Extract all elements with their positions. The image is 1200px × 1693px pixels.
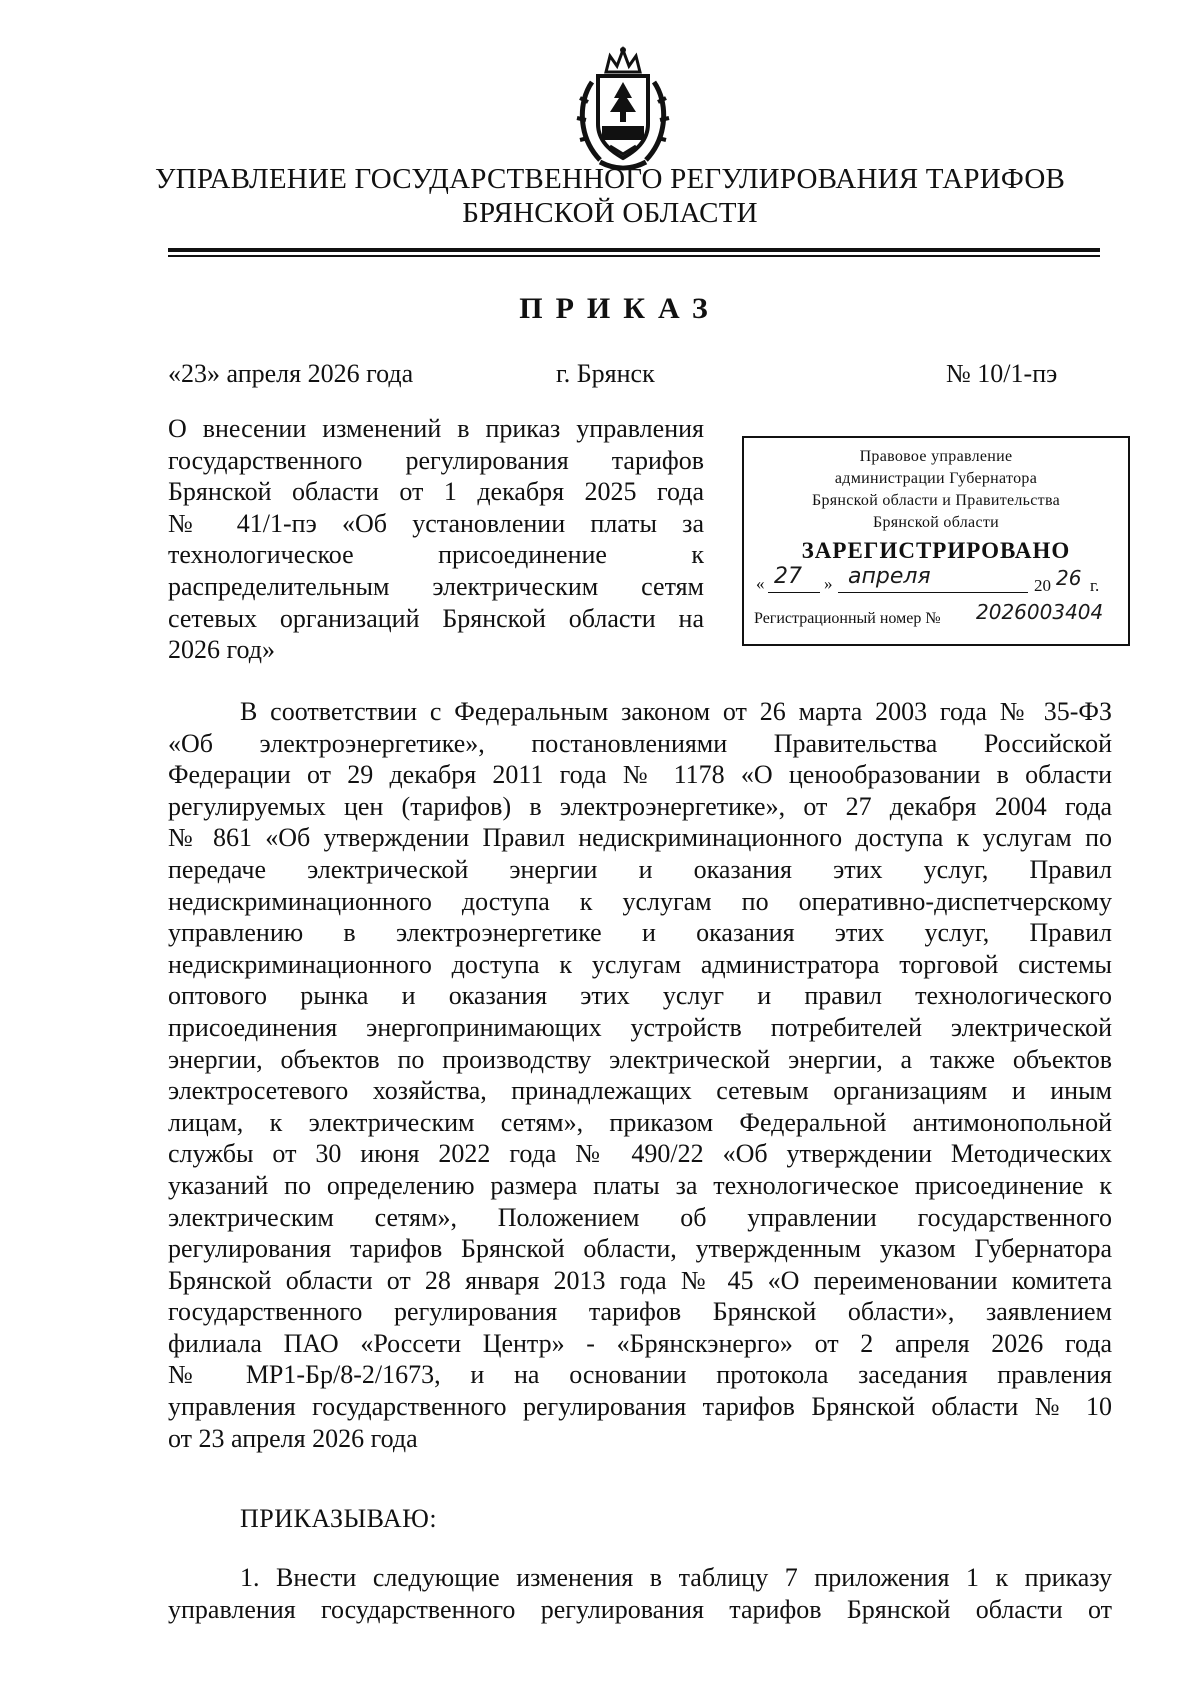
subject-line: Брянской области от 1 декабря 2025 года [168, 477, 704, 507]
agency-name-line2: БРЯНСКОЙ ОБЛАСТИ [462, 197, 758, 229]
body-line: 1. Внести следующие изменения в таблицу 7 приложения 1 к приказу [240, 1563, 1112, 1592]
body-line: Брянской области от 28 января 2013 года № 45 «О переименовании комитета [168, 1265, 1112, 1295]
body-line: управлению в электроэнергетике и оказания этих услуг, Правил [168, 918, 1112, 948]
stamp-reg-label: Регистрационный номер № [754, 610, 941, 627]
stamp-close-quote: » [824, 574, 833, 593]
body-line: № 861 «Об утверждении Правил недискриминационного доступа к услугам по [168, 823, 1112, 853]
subject-line: технологическое присоединение к [168, 540, 704, 570]
agency-name-line1: УПРАВЛЕНИЕ ГОСУДАРСТВЕННОГО РЕГУЛИРОВАНИЯ ТАРИФОВ [154, 163, 1066, 195]
stamp-date-row [744, 564, 1128, 600]
body-line: присоединения энергопринимающих устройств потребителей электрической [168, 1012, 1112, 1042]
body-line: службы от 30 июня 2022 года № 490/22 «Об утверждении Методических [168, 1139, 1112, 1169]
stamp-year-prefix: 20 [1034, 576, 1051, 595]
body-line: В соответствии с Федеральным законом от 26 марта 2003 года № 35-ФЗ [240, 697, 1112, 726]
body-line: филиала ПАО «Россети Центр» - «Брянскэнерго» от 2 апреля 2026 года [168, 1328, 1112, 1358]
stamp-day: 27 [774, 564, 802, 589]
body-line: от 23 апреля 2026 года [168, 1423, 418, 1453]
order-city: г. Брянск [556, 359, 655, 388]
order-directive: ПРИКАЗЫВАЮ: [240, 1504, 438, 1533]
order-number: № 10/1-пэ [946, 359, 1058, 388]
stamp-reg-number: 2026003404 [976, 600, 1104, 624]
stamp-org-line: администрации Губернатора [834, 470, 1038, 487]
stamp-month: апреля [848, 564, 931, 589]
body-line: недискриминационного доступа к услугам администратора торговой системы [168, 949, 1112, 979]
body-line: оптового рынка и оказания этих услуг и правил технологического [168, 981, 1112, 1011]
body-line: управления государственного регулирования тарифов Брянской области № 10 [168, 1392, 1112, 1422]
subject-line: распределительным электрическим сетям [168, 571, 704, 601]
registration-stamp [742, 436, 1130, 646]
subject-line: № 41/1-пэ «Об установлении платы за [168, 508, 704, 538]
header-divider-thick [168, 248, 1100, 252]
stamp-org-line: Брянской области и Правительства [811, 492, 1061, 509]
body-line: управления государственного регулирования тарифов Брянской области от [168, 1594, 1112, 1624]
subject-line: 2026 год» [168, 635, 275, 665]
stamp-registered-label: ЗАРЕГИСТРИРОВАНО [801, 538, 1071, 563]
body-line: энергии, объектов по производству электрической энергии, а также объектов [168, 1044, 1112, 1074]
body-line: указаний по определению размера платы за технологическое присоединение к [168, 1170, 1112, 1200]
header-divider-thin [168, 255, 1100, 257]
body-line: Федерации от 29 декабря 2011 года № 1178 «О ценообразовании в области [168, 760, 1112, 790]
subject-line: сетевых организаций Брянской области на [168, 603, 704, 633]
clause-1-paragraph [168, 1562, 1112, 1625]
body-line: электрическим сетям», Положением об управлении государственного [168, 1202, 1112, 1232]
stamp-year-suffix: 26 [1056, 566, 1082, 590]
body-line: регулирования тарифов Брянской области, утвержденным указом Губернатора [168, 1234, 1112, 1264]
document-title: ПРИКАЗ [519, 292, 721, 325]
order-subject [168, 413, 704, 666]
stamp-day-underline [768, 592, 820, 593]
stamp-number-row [744, 600, 1128, 634]
body-line: недискриминационного доступа к услугам по оперативно-диспетчерскому [168, 886, 1112, 916]
body-line: № МР1-Бр/8-2/1673, и на основании протокола заседания правления [168, 1360, 1112, 1390]
body-line: «Об электроэнергетике», постановлениями Правительства Российской [168, 728, 1112, 758]
body-line: передаче электрической энергии и оказания этих услуг, Правил [168, 854, 1112, 884]
stamp-organization [744, 438, 1128, 534]
preamble-paragraph [168, 696, 1112, 1454]
body-line: лицам, к электрическим сетям», приказом Федеральной антимонопольной [168, 1107, 1112, 1137]
order-date: «23» апреля 2026 года [168, 359, 414, 388]
body-line: государственного регулирования тарифов Брянской области», заявлением [168, 1297, 1112, 1327]
coat-of-arms-icon [570, 42, 676, 174]
stamp-open-quote: « [756, 574, 765, 593]
stamp-month-underline [838, 592, 1028, 593]
stamp-year-end: г. [1090, 576, 1100, 595]
subject-line: государственного регулирования тарифов [168, 445, 704, 475]
body-line: регулируемых цен (тарифов) в электроэнергетике», от 27 декабря 2004 года [168, 791, 1112, 821]
stamp-org-line: Брянской области [872, 514, 1000, 531]
subject-line: О внесении изменений в приказ управления [168, 414, 704, 443]
stamp-org-line: Правовое управление [859, 448, 1013, 465]
body-line: электросетевого хозяйства, принадлежащих сетевым организациям и иным [168, 1076, 1112, 1106]
